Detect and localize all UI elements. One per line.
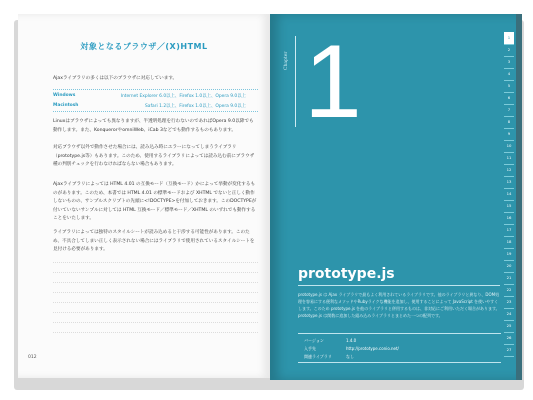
chapter-label: Chapter [284,51,289,70]
chapter-tab: 23 [504,296,514,309]
chapter-tab: 20 [504,260,514,273]
chapter-tab: 24 [504,308,514,321]
chapter-tab: 4 [504,68,514,81]
intro-text: Ajaxライブラリの多くは以下のブラウザに対応しています。 [53,76,178,81]
chapter-tab: 17 [504,224,514,237]
chapter-tab: 18 [504,236,514,249]
chapter-tab: 2 [504,44,514,57]
title-rule [298,285,500,286]
info-row-related [304,354,354,360]
chapter-tab: 27 [504,344,514,357]
blank-line [53,262,258,263]
blank-line [53,272,258,273]
info-label: 入手先 [304,346,316,351]
chapter-tab: 8 [504,116,514,129]
info-label: バージョン [304,338,324,343]
chapter-tab: 14 [504,188,514,201]
browser-list: Safari 1.2以上、Firefox 1.0以上、Opera 9.0以上 [145,104,246,109]
info-label: 関連ライブラリ [304,354,332,359]
os-name: Macintosh [53,103,79,108]
info-value: 1.4.0 [346,338,357,343]
blank-line [53,322,258,323]
info-row-source [304,346,399,352]
chapter-tab: 26 [504,332,514,345]
chapter-divider-line [295,36,296,127]
browser-list: Internet Explorer 6.0以上、Firefox 1.0以上、Opera 9.0以上 [120,94,246,99]
page-edge [516,14,522,380]
info-value: なし [346,354,354,359]
blank-line [53,332,258,333]
paragraph: Linuxはブラウザによっても異なりますが、半透明処理を行わないのであればOpera 9.0以降でも動作します。また、KonquerorやomniWeb、iCab 3などでも動作するものもあります。 [53,119,254,133]
library-description: prototype.js は Ajax ライブラリで最もよく利用されているライブラリです。他のライブラリと異なり、DOM処理を容易にする便利なメソッドやRubyライクな機能を追加し、使用することによって JavaScript を使いやすくします。このため prototype.js を他のライブラリと併用するものは、非対応にご利用いただく場合があります。prototype.js は関数に追加した組み込みライブラリとまとめた一つの配列です。 [298,292,500,318]
info-value: http://prototype.conio.net/ [346,346,399,351]
table-rule-bottom [53,111,258,112]
chapter-tab: 15 [504,200,514,213]
right-page [270,14,518,380]
chapter-tab: 21 [504,272,514,285]
chapter-tab: 1 [504,32,514,45]
chapter-tab: 25 [504,320,514,333]
blank-line [53,292,258,293]
chapter-tab: 13 [504,176,514,189]
chapter-number: 1 [304,24,362,140]
page-number: 012 [28,355,37,360]
os-name: Windows [53,93,76,98]
blank-line [53,312,258,313]
blank-line [53,302,258,303]
paragraph: 対応ブラウザ以外で動作させた場合には、読み込み時にエラーになってしまうライブラリ（prototype.js等）もあります。このため、使用するライブラリによっては読み込む前にブラウザ種の判別チェックを行わなければならない場合もあります。 [53,145,255,168]
info-row-version [304,338,357,344]
chapter-tab: 3 [504,56,514,69]
chapter-tab: 9 [504,128,514,141]
chapter-tab: 7 [504,104,514,117]
chapter-tab: 16 [504,212,514,225]
table-rule-top [53,89,258,90]
paragraph: Ajaxライブラリによっては HTML 4.01 の互換モード（互換モード）かによって挙動が変化するものがあります。このため、本書では HTML 4.01 の標準モードおよび XHTML でないと正しく動作しないものの、サンプルスクリプトの先頭に<!DOCTYPE>を付加しておきます。このDOCTYPEが付いていないサンプルに対しては HTML 互換モード／標準モード／XHTML のいずれでも動作することをいたします。 [53,182,257,222]
library-title: prototype.js [298,266,395,282]
chapter-tab: 19 [504,248,514,261]
left-page [18,14,271,378]
paragraph: ライブラリによっては独特のスタイルシートが読み込めると干渉する可能性があります。このため、不具合してしまい正しく表示されない場合にはライブラリで使用されているスタイルシートを見付ける必要があります。 [53,230,255,253]
chapter-tab: 10 [504,140,514,153]
chapter-tab: 22 [504,284,514,297]
chapter-tab: 6 [504,92,514,105]
chapter-tab: 12 [504,164,514,177]
section-title: 対象となるブラウザ／(X)HTML [80,42,208,51]
chapter-tab: 5 [504,80,514,93]
blank-line [53,282,258,283]
chapter-tab: 11 [504,152,514,165]
library-info-box [298,333,501,363]
